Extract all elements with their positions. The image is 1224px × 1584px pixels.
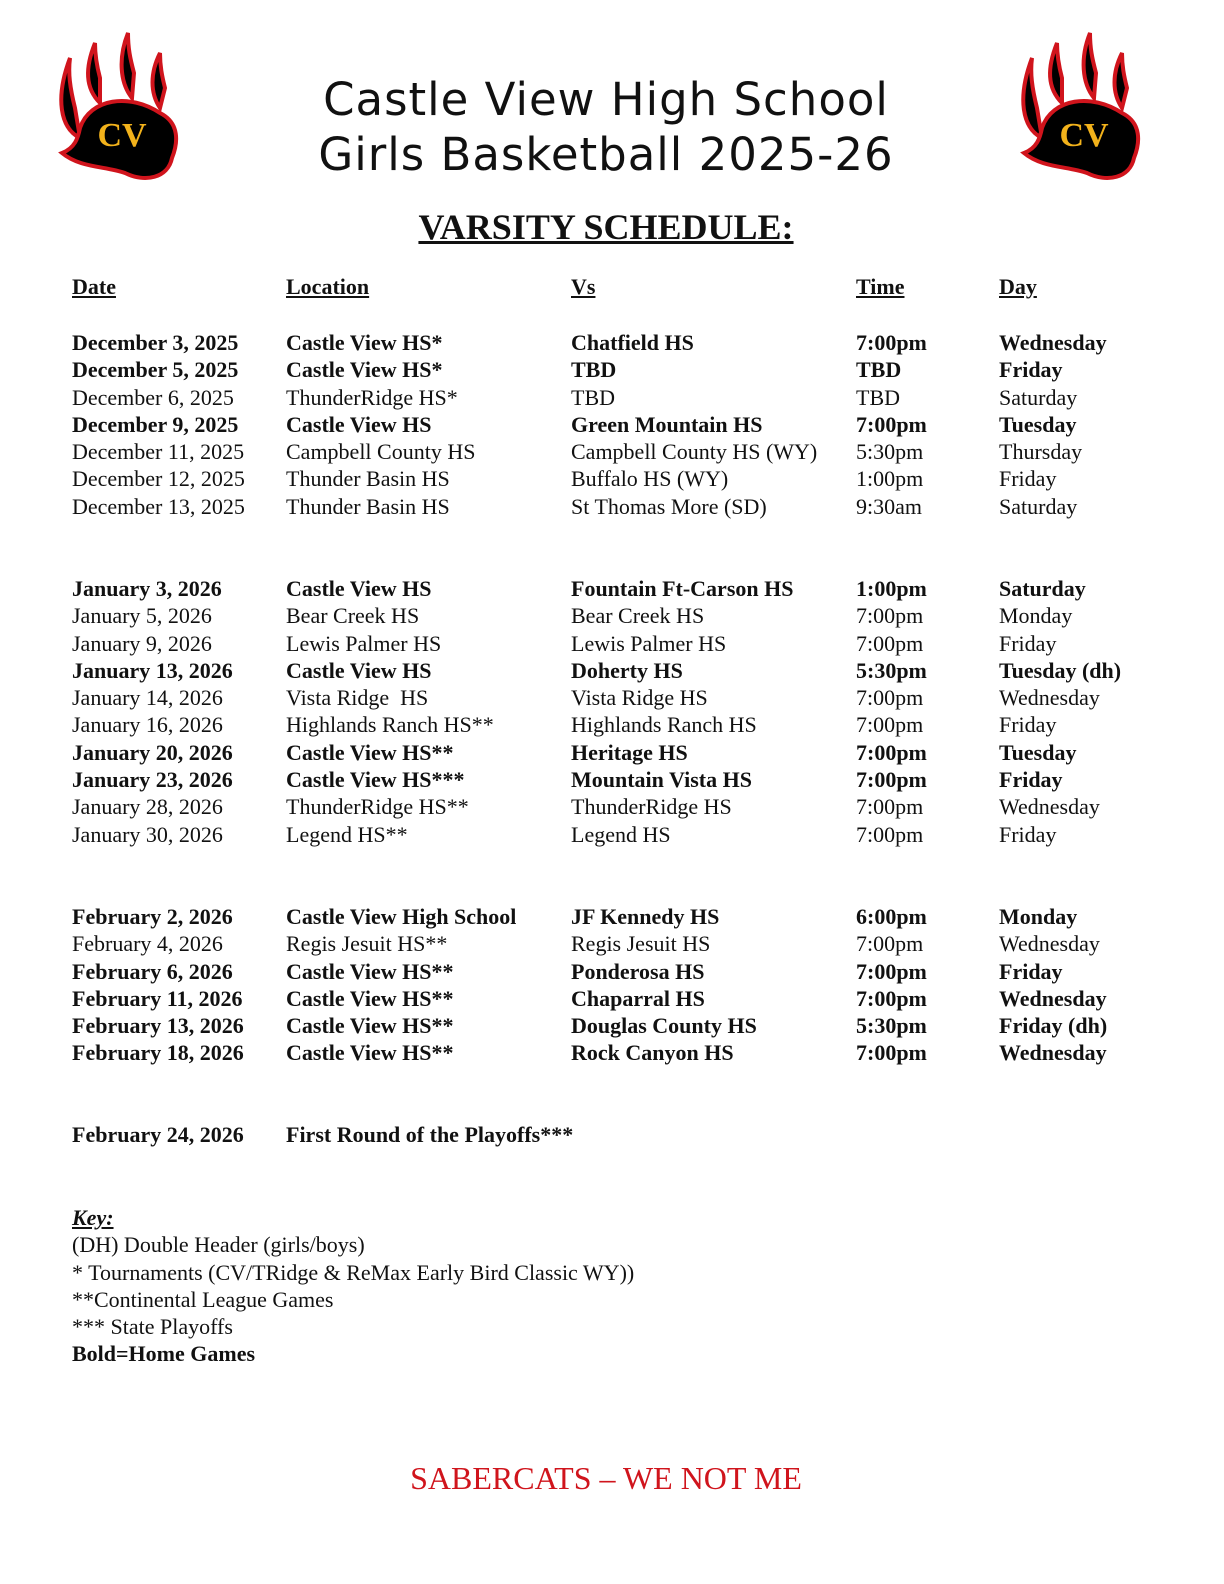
cell-opponent: Regis Jesuit HS [571, 931, 711, 957]
cell-time: 7:00pm [856, 1040, 927, 1066]
cell-opponent: Ponderosa HS [571, 958, 705, 984]
cell-time: 7:00pm [856, 958, 927, 984]
cell-day: Wednesday [999, 794, 1100, 820]
cell-date: January 3, 2026 [72, 576, 222, 601]
cell-day: Wednesday [999, 985, 1107, 1011]
cell-opponent: Fountain Ft-Carson HS [571, 576, 794, 601]
cell-day: Friday [999, 466, 1057, 492]
cell-time: 7:00pm [856, 330, 927, 355]
december-games [0, 329, 1224, 520]
cell-time: 1:00pm [856, 466, 924, 492]
cell-opponent: Douglas County HS [571, 1013, 757, 1039]
cell-day: Friday [999, 630, 1057, 656]
cell-opponent: Campbell County HS (WY) [571, 439, 818, 465]
cell-opponent: Mountain Vista HS [571, 767, 752, 793]
schedule-row [0, 1012, 1224, 1039]
cell-time: 7:00pm [856, 411, 927, 437]
cell-location: Thunder Basin HS [286, 466, 450, 492]
cell-date: December 6, 2025 [72, 384, 234, 410]
cell-time: 9:30am [856, 493, 922, 519]
cell-day: Friday [999, 357, 1063, 383]
cell-time: 5:30pm [856, 657, 927, 683]
cell-date: February 18, 2026 [72, 1040, 244, 1066]
key-line: * Tournaments (CV/TRidge & ReMax Early Bird Classic WY)) [72, 1259, 635, 1285]
cell-day: Tuesday (dh) [999, 657, 1122, 683]
column-header-vs: Vs [571, 274, 596, 299]
document-title [0, 72, 1212, 182]
cell-time: 7:00pm [856, 712, 924, 738]
key-title: Key: [72, 1205, 114, 1230]
cell-opponent: TBD [571, 357, 617, 383]
cell-opponent: ThunderRidge HS [571, 794, 732, 820]
cell-date: December 3, 2025 [72, 330, 239, 355]
cell-location: Regis Jesuit HS** [286, 931, 448, 957]
cell-opponent: Chatfield HS [571, 330, 694, 355]
cell-day: Saturday [999, 576, 1086, 601]
key-legend [72, 1204, 634, 1368]
cell-date: December 12, 2025 [72, 466, 245, 492]
cell-date: January 20, 2026 [72, 739, 233, 765]
cell-location: Castle View HS [286, 576, 432, 601]
cell-opponent: Rock Canyon HS [571, 1040, 734, 1066]
cell-date: February 13, 2026 [72, 1013, 244, 1039]
schedule-row [0, 602, 1224, 629]
cell-day: Friday [999, 712, 1057, 738]
cell-date: January 13, 2026 [72, 657, 233, 683]
cell-day: Saturday [999, 493, 1078, 519]
playoffs [0, 1121, 1224, 1148]
cell-date: February 2, 2026 [72, 904, 233, 929]
cell-date: February 6, 2026 [72, 958, 233, 984]
schedule-row [0, 329, 1224, 356]
cell-date: December 5, 2025 [72, 357, 239, 383]
schedule-row [0, 384, 1224, 411]
schedule-row [0, 493, 1224, 520]
cell-date: January 23, 2026 [72, 767, 233, 793]
cell-date: February 11, 2026 [72, 985, 243, 1011]
cell-time: 5:30pm [856, 1013, 927, 1039]
schedule-row [0, 657, 1224, 684]
svg-text:CV: CV [97, 117, 147, 154]
cell-opponent: Bear Creek HS [571, 603, 705, 629]
title-line-2: Girls Basketball 2025-26 [318, 128, 894, 181]
cell-opponent: JF Kennedy HS [571, 904, 720, 929]
cell-opponent: Chaparral HS [571, 985, 705, 1011]
cell-day: Tuesday [999, 739, 1077, 765]
cell-location: Legend HS** [286, 821, 408, 847]
cell-opponent: Doherty HS [571, 657, 683, 683]
cell-location: Castle View HS* [286, 357, 443, 383]
cell-location: Vista Ridge HS [286, 685, 429, 711]
cell-time: 7:00pm [856, 794, 924, 820]
cell-opponent: Highlands Ranch HS [571, 712, 757, 738]
schedule-row [0, 684, 1224, 711]
cell-time: 6:00pm [856, 904, 927, 929]
cell-date: January 14, 2026 [72, 685, 223, 711]
team-motto: SABERCATS – WE NOT ME [410, 1460, 802, 1496]
cell-date: January 30, 2026 [72, 821, 223, 847]
cell-time: 7:00pm [856, 685, 924, 711]
cell-location: ThunderRidge HS* [286, 384, 458, 410]
schedule-row [0, 766, 1224, 793]
cell-time: 7:00pm [856, 931, 924, 957]
february-games [0, 903, 1224, 1067]
cell-location: Castle View HS** [286, 739, 454, 765]
cell-day: Friday [999, 821, 1057, 847]
cell-time: TBD [856, 357, 902, 383]
schedule-row [0, 985, 1224, 1012]
cell-location: Highlands Ranch HS** [286, 712, 494, 738]
cell-day: Thursday [999, 439, 1083, 465]
cell-date: February 24, 2026 [72, 1122, 244, 1147]
cell-day: Saturday [999, 384, 1078, 410]
schedule-heading: VARSITY SCHEDULE: [418, 207, 794, 247]
column-header-day: Day [999, 274, 1037, 299]
cell-location: First Round of the Playoffs*** [286, 1122, 574, 1147]
cell-location: Castle View High School [286, 904, 517, 929]
cell-location: Castle View HS*** [286, 767, 465, 793]
cell-time: 7:00pm [856, 767, 927, 793]
schedule-row [0, 630, 1224, 657]
cell-opponent: Lewis Palmer HS [571, 630, 727, 656]
schedule-row [0, 438, 1224, 465]
schedule-row [0, 958, 1224, 985]
january-games [0, 575, 1224, 848]
cell-time: 7:00pm [856, 739, 927, 765]
cell-opponent: Legend HS [571, 821, 671, 847]
column-header-location: Location [286, 274, 370, 299]
cell-location: Thunder Basin HS [286, 493, 450, 519]
cell-location: Lewis Palmer HS [286, 630, 442, 656]
cell-day: Wednesday [999, 931, 1100, 957]
key-line: *** State Playoffs [72, 1314, 233, 1340]
cell-day: Tuesday [999, 411, 1077, 437]
cell-location: Castle View HS* [286, 330, 443, 355]
schedule-row [0, 711, 1224, 738]
cell-opponent: Heritage HS [571, 739, 688, 765]
schedule-row [0, 1121, 1224, 1148]
cell-location: Castle View HS [286, 657, 432, 683]
schedule-row [0, 793, 1224, 820]
schedule-row [0, 821, 1224, 848]
cell-day: Wednesday [999, 685, 1100, 711]
cell-date: December 11, 2025 [72, 439, 245, 465]
cell-location: ThunderRidge HS** [286, 794, 469, 820]
cell-opponent: TBD [571, 384, 615, 410]
cell-time: 7:00pm [856, 821, 924, 847]
cell-date: February 4, 2026 [72, 931, 223, 957]
schedule-row [0, 575, 1224, 602]
cell-day: Wednesday [999, 330, 1107, 355]
column-header-date: Date [72, 274, 116, 299]
cell-opponent: Green Mountain HS [571, 411, 763, 437]
cell-date: January 5, 2026 [72, 603, 212, 629]
cell-day: Wednesday [999, 1040, 1107, 1066]
cell-location: Castle View HS** [286, 1040, 454, 1066]
schedule-row [0, 411, 1224, 438]
cell-time: 7:00pm [856, 985, 927, 1011]
column-header-time: Time [856, 274, 905, 299]
cell-time: 7:00pm [856, 603, 924, 629]
cell-date: December 9, 2025 [72, 411, 239, 437]
schedule-row [0, 930, 1224, 957]
cell-opponent: Vista Ridge HS [571, 685, 708, 711]
cell-date: January 9, 2026 [72, 630, 212, 656]
schedule-row [0, 356, 1224, 383]
cell-day: Monday [999, 603, 1073, 629]
schedule-row [0, 903, 1224, 930]
cell-date: January 28, 2026 [72, 794, 223, 820]
title-line-1: Castle View High School [323, 73, 889, 126]
key-line: (DH) Double Header (girls/boys) [72, 1232, 365, 1258]
cell-time: 1:00pm [856, 576, 927, 601]
cell-date: January 16, 2026 [72, 712, 223, 738]
cell-date: December 13, 2025 [72, 493, 245, 519]
cell-location: Castle View HS** [286, 1013, 454, 1039]
schedule-row [0, 1039, 1224, 1066]
key-bold-note: Bold=Home Games [72, 1341, 256, 1367]
cell-day: Monday [999, 904, 1078, 929]
cell-time: 5:30pm [856, 439, 924, 465]
schedule-row [0, 739, 1224, 766]
cell-location: Castle View HS [286, 411, 432, 437]
cell-location: Castle View HS** [286, 985, 454, 1011]
svg-text:CV: CV [1059, 117, 1109, 154]
cell-day: Friday (dh) [999, 1013, 1108, 1039]
cell-location: Campbell County HS [286, 439, 476, 465]
cell-location: Bear Creek HS [286, 603, 420, 629]
cell-location: Castle View HS** [286, 958, 454, 984]
cell-opponent: St Thomas More (SD) [571, 493, 767, 519]
cell-time: TBD [856, 384, 900, 410]
cell-day: Friday [999, 958, 1063, 984]
schedule-row [0, 465, 1224, 492]
key-line: **Continental League Games [72, 1286, 334, 1312]
cell-time: 7:00pm [856, 630, 924, 656]
cell-day: Friday [999, 767, 1063, 793]
cell-opponent: Buffalo HS (WY) [571, 466, 729, 492]
